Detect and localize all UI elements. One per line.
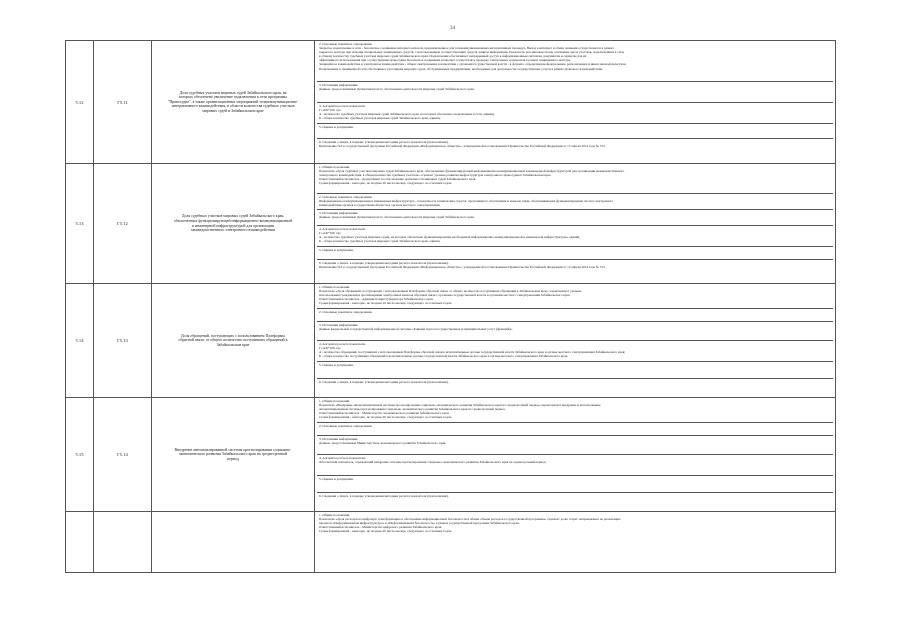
section-text-line: Ответственный исполнитель - Министерство цифрового развития Забайкальского края. — [319, 525, 442, 530]
description-section — [317, 103, 833, 124]
section-text-line: Сроки формирования - ежегодно, не позднее 20 числа месяца, следующего за отчетным годом. — [319, 529, 453, 534]
section-heading: 1. Общие положения. — [319, 399, 350, 403]
description-section — [317, 226, 833, 247]
description-section — [317, 423, 833, 436]
section-text-line: Приложение №3 к государственной программе Российской Федерации «Информационное общество», утвержденной постановлением Правительства Российской Федерации от 15 апреля 2014 года № 313. — [319, 144, 606, 149]
indicator-code: Г5.14 — [94, 398, 152, 512]
table-row — [66, 398, 836, 512]
section-heading: 2. Основные понятия и определения. — [319, 195, 373, 199]
indicator-description — [315, 41, 836, 164]
table-row — [66, 284, 836, 398]
description-section — [317, 436, 833, 455]
section-heading: 5. Оценка и допущения. — [319, 363, 354, 367]
section-text-line: А - количество судебных участков мировых судей Забайкальского края, на которых обеспечено подключение к сети, единиц; — [319, 112, 495, 117]
section-text-line: А - количество обращений, поступивших с использованием Платформы обратной связи в исполнительные органы государственной власти Забайкальского края и органы местного самоуправления Забайкальского края; — [319, 350, 626, 355]
section-text-line: Абсолютный показатель, отражающий внедрение системы прогнозирования социально-экономического развития Забайкальского края на среднесрочный период. — [319, 460, 547, 465]
section-heading: 4. Алгоритм расчета показателя. — [319, 456, 366, 460]
section-text-line: Показатель «Доля судебных участков мировых судей Забайкальского края, обеспеченных функционирующей информационно-коммуникационной и инженерной инфраструктурой для организации межведомственного — [319, 169, 625, 174]
description-section — [317, 341, 833, 362]
section-heading: 3. Источники информации. — [319, 323, 359, 327]
row-number: 5.15 — [66, 398, 94, 512]
row-number — [66, 512, 94, 573]
section-text-line: Б - общее количество судебных участков мировых судей Забайкальского края, единиц. — [319, 239, 441, 244]
section-heading: 6. Сведения о лицах, в порядке утверждении методики расчета показателя (при наличии). — [319, 261, 449, 265]
section-text-line: Информационно-коммуникационная и инженерная инфраструктура - совокупность технических средств, программного обеспечения и каналов связи, обеспечивающих функционирование систем электронного — [319, 199, 614, 204]
description-section — [317, 194, 833, 210]
description-section — [317, 455, 833, 476]
section-text-line: Г=А/Б*100, где — [319, 346, 341, 351]
description-section — [317, 322, 833, 341]
indicator-description — [315, 164, 836, 284]
section-heading: 6. Сведения о лицах, в порядке утверждении методики расчета показателя (при наличии). — [319, 380, 449, 384]
section-heading: 4. Алгоритм расчета показателя. — [319, 104, 366, 108]
section-text-line: Сроки формирования - ежегодно, не позднее 20 числа месяца, следующего за отчетным годом. — [319, 301, 453, 306]
section-text-line: Б - общее количество судебных участков мировых судей Забайкальского края, единиц. — [319, 116, 441, 121]
description-section — [317, 247, 833, 260]
section-text-line: Показатель «Внедрение автоматизированной системы прогнозирования социально-экономического развития Забайкальского края на среднесрочный период» характеризует внедрение и использование — [319, 403, 601, 408]
section-text-line: Сроки формирования - ежегодно, не позднее 20 числа месяца, следующего за отчетным годом. — [319, 181, 453, 186]
indicator-name-line: и инженерной инфраструктурой для организации — [191, 223, 275, 228]
indicator-description — [315, 512, 836, 573]
section-text-line: Подключение к защищенной сети обеспечивает участникам мировых судов, обслуживаемых предприятием, необходимые для деятельности государственные услуги в рамках правового взаимодействия. — [319, 66, 603, 71]
section-heading: 1. Общие положения. — [319, 513, 350, 517]
indicator-name-line: межведомственного электронного взаимодействия — [191, 228, 275, 233]
description-section — [317, 164, 833, 194]
section-text-line: Показатель «Доля обращений, поступающих с использованием Платформы обратной связи, от общего количества поступивших обращений в Забайкальском крае» характеризует уровень — [319, 289, 582, 294]
description-section — [317, 260, 833, 283]
indicator-name-line: интерактивного взаимодействия, в области количества судебных участков — [171, 104, 295, 109]
description-section — [317, 398, 833, 423]
indicator-description — [315, 284, 836, 398]
section-text-line: Показатель «Доля расходов на цифровую трансформацию и обеспечение информационной безопасности в общем объеме расходов государственной программы» отражает долю затрат, направляемых на реализацию — [319, 517, 621, 522]
section-heading: 3. Источники информации. — [319, 83, 359, 87]
indicator-name — [152, 398, 315, 512]
section-heading: 5. Оценка и допущения. — [319, 125, 354, 129]
section-heading: 5. Оценка и допущения. — [319, 477, 354, 481]
section-heading: 3. Источники информации. — [319, 211, 359, 215]
section-text-line: к общему количеству судебных участков мировых судей Забайкальского края. Подключение обеспечивает непрерывный доступ к информационным системам, документам и сервисам для их — [319, 54, 587, 59]
indicator-name-line: Внедрение автоматизированной системы прогнозирования социально- — [174, 447, 292, 452]
section-text-line: взаимодействия органов государственной власти и органов местного самоуправления. — [319, 203, 441, 208]
section-text-line: использования гражданами и организациями электронных каналов обратной связи с органами государственной власти и органами местного самоуправления Забайкальского края. — [319, 293, 571, 298]
section-text-line: Ответственный исполнитель - Администрация Губернатора Забайкальского края. — [319, 297, 434, 302]
description-section — [317, 124, 833, 139]
table-row — [66, 41, 836, 164]
indicator-name — [152, 284, 315, 398]
description-section — [317, 512, 833, 572]
section-heading: 2. Основные понятия и определения. — [319, 42, 373, 46]
description-section — [317, 139, 833, 163]
indicator-name-line: "Правосудие", а также организационных мероприятий телекоммуникационно- — [167, 99, 299, 104]
section-text-line: Г=А/Б*100, где — [319, 108, 341, 113]
description-section — [317, 210, 833, 226]
indicator-name — [152, 512, 315, 573]
section-text-line: автоматизированной системы прогнозирования социально-экономического развития Забайкальского края на среднесрочный период. — [319, 407, 506, 412]
table-row — [66, 164, 836, 284]
section-heading: 1. Общие положения. — [319, 165, 350, 169]
indicator-name-line: Доля судебных участков мировых судей Забайкальского края, на — [179, 90, 287, 95]
section-text-line: Данные, предоставляемые Министерством экономического развития Забайкальского края. — [319, 441, 447, 446]
section-heading: 2. Основные понятия и определения. — [319, 310, 373, 314]
section-text-line: Сроки формирования - ежегодно, не позднее 20 числа месяца, следующего за отчетным годом. — [319, 415, 453, 420]
indicator-name-line: Забайкальском крае — [216, 342, 250, 347]
description-section — [317, 82, 833, 103]
description-section — [317, 476, 833, 493]
indicator-name-line: которых обеспечено увеличение подключения к сети программы — [179, 95, 287, 100]
indicator-name-line: Доля обращений, поступающих с использованием Платформы — [181, 333, 285, 338]
section-text-line: Ответственный исполнитель - Департамент по обеспечению деятельности мировых судей Забайкальского края. — [319, 177, 477, 182]
indicator-name-line: период — [227, 456, 239, 461]
indicator-name — [152, 164, 315, 284]
section-heading: 6. Сведения о лицах, в порядке утверждении методики расчета показателя (при наличии). — [319, 494, 449, 498]
description-section — [317, 309, 833, 322]
indicator-code — [94, 512, 152, 573]
section-text-line: Г=А/Б*100, где — [319, 231, 341, 236]
indicator-description — [315, 398, 836, 512]
section-text-line: Данные федеральной государственной информационной системы «Единый портал государственных и муниципальных услуг (функций)». — [319, 327, 513, 332]
section-text-line: эффективного использования при осуществлении правосудия. Безопасное соединение позволяет осуществлять проверку электронных документов в рамках защищенного контура. — [319, 58, 571, 63]
section-text-line: электронного взаимодействия, в общем количестве судебных участков» отражает уровень развития инфраструктуры электронного правосудия в Забайкальском крае. — [319, 173, 552, 178]
section-heading: 1. Общие положения. — [319, 285, 350, 289]
section-heading: 3. Источники информации. — [319, 437, 359, 441]
indicator-name-line: обеспеченных функционирующей информационно-коммуникационной — [173, 218, 293, 223]
section-text-line: проектов «Информационная инфраструктура» и «Информационная безопасность» в рамках государственной программы Забайкальского края. — [319, 521, 520, 526]
section-text-line: Защищённое взаимодействие и электронное взаимодействие - обмен электронными документами с органами государственной власти - в формате, определенном федеральным, региональным и иным законодательством. — [319, 62, 627, 67]
indicator-name-line: экономического развития Забайкальского края на среднесрочный — [178, 452, 288, 457]
description-section — [317, 41, 833, 82]
section-text-line: Б - общее количество поступивших обращений в исполнительные органы государственной власти Забайкальского края и органы местного самоуправления Забайкальского края. — [319, 354, 568, 359]
section-heading: 2. Основные понятия и определения. — [319, 424, 373, 428]
indicator-name-line: обратной связи, от общего количества поступивших обращений в — [178, 338, 288, 343]
section-text-line: Ответственный исполнитель - Министерство экономического развития Забайкальского края. — [319, 411, 450, 416]
section-text-line: Данные, предоставляемые Департаментом по обеспечению деятельности мировых судей Забайкальского края. — [319, 87, 475, 92]
indicator-code: Г5.13 — [94, 284, 152, 398]
indicator-code: Г5.11 — [94, 41, 152, 164]
section-text-line: закрытого контура при помощи специальных защищенных средств, с использованием соответствующих средств защиты информации. Показатель рассчитывается как отношение числа участков, подключенных к сети, — [319, 50, 625, 55]
indicator-code: Г5.12 — [94, 164, 152, 284]
description-section — [317, 493, 833, 511]
table-row — [66, 512, 836, 573]
row-number: 5.12 — [66, 41, 94, 164]
section-heading: 4. Алгоритм расчета показателя. — [319, 227, 366, 231]
section-heading: 4. Алгоритм расчета показателя. — [319, 342, 366, 346]
page-number: 34 — [450, 26, 455, 31]
section-heading: 5. Оценка и допущения. — [319, 248, 354, 252]
indicator-name-line: Доля судебных участков мировых судей Забайкальского края, — [181, 214, 285, 219]
indicator-name-line: мировых судей в Забайкальском крае — [202, 108, 264, 113]
row-number: 5.14 — [66, 284, 94, 398]
description-section — [317, 362, 833, 379]
indicator-name — [152, 41, 315, 164]
description-section — [317, 379, 833, 397]
section-text-line: А - количество судебных участков мировых судей, на которых обеспечено функционирование необходимой информационно-коммуникационной и инженерной инфраструктуры, единиц; — [319, 235, 581, 240]
section-text-line: Приложение №3 к государственной программе Российской Федерации «Информационное общество», утвержденной постановлением Правительства Российской Федерации от 15 апреля 2014 года № 313. — [319, 265, 606, 270]
indicator-table — [65, 40, 836, 573]
section-text-line: Данные, предоставляемые Департаментом по обеспечению деятельности мировых судей Забайкальского края. — [319, 215, 475, 220]
description-section — [317, 284, 833, 309]
section-text-line: Закрытое подключение к сети - безопасное соединение интернет-шлюзом, предназначенное для телекоммуникационных интерактивных процедур. Выход в интернет и обмен данными осуществляется в рамках — [319, 46, 614, 51]
section-heading: 6. Сведения о лицах, в порядке утверждении методики расчета показателя (при наличии). — [319, 140, 449, 144]
row-number: 5.13 — [66, 164, 94, 284]
